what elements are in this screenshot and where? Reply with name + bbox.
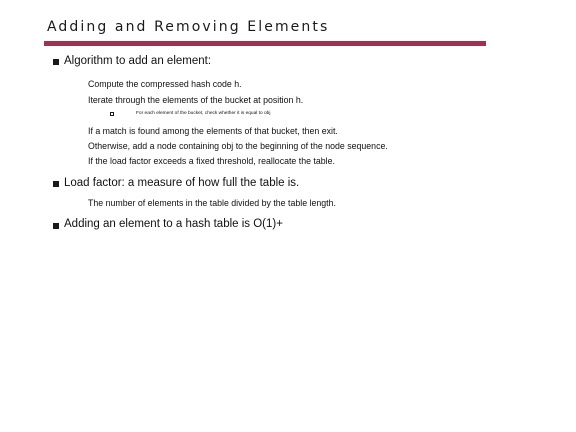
- bullet-square-icon: [53, 181, 59, 187]
- bullet-text: Load factor: a measure of how full the table is.: [64, 177, 300, 189]
- sub-sub-bullet-text: For each element of the bucket, check whether it is equal to obj: [136, 111, 271, 116]
- sub-bullet-text: If the load factor exceeds a fixed threshold, reallocate the table.: [88, 156, 335, 166]
- sub-bullet-text: The number of elements in the table divided by the table length.: [88, 198, 336, 208]
- sub-bullet-text: Compute the compressed hash code h.: [88, 79, 242, 89]
- bullet-square-icon: [53, 59, 59, 65]
- bullet-text: Adding an element to a hash table is O(1)+: [64, 218, 283, 230]
- bullet-square-outline-icon: [110, 112, 114, 116]
- sub-bullet-text: Iterate through the elements of the bucket at position h.: [88, 95, 304, 105]
- sub-bullet-text: Otherwise, add a node containing obj to the beginning of the node sequence.: [88, 141, 388, 151]
- title-divider: [44, 41, 486, 46]
- bullet-square-icon: [53, 223, 59, 229]
- bullet-text: Algorithm to add an element:: [64, 55, 212, 67]
- slide-title: Adding and Removing Elements: [47, 19, 330, 35]
- sub-bullet-text: If a match is found among the elements of that bucket, then exit.: [88, 126, 338, 136]
